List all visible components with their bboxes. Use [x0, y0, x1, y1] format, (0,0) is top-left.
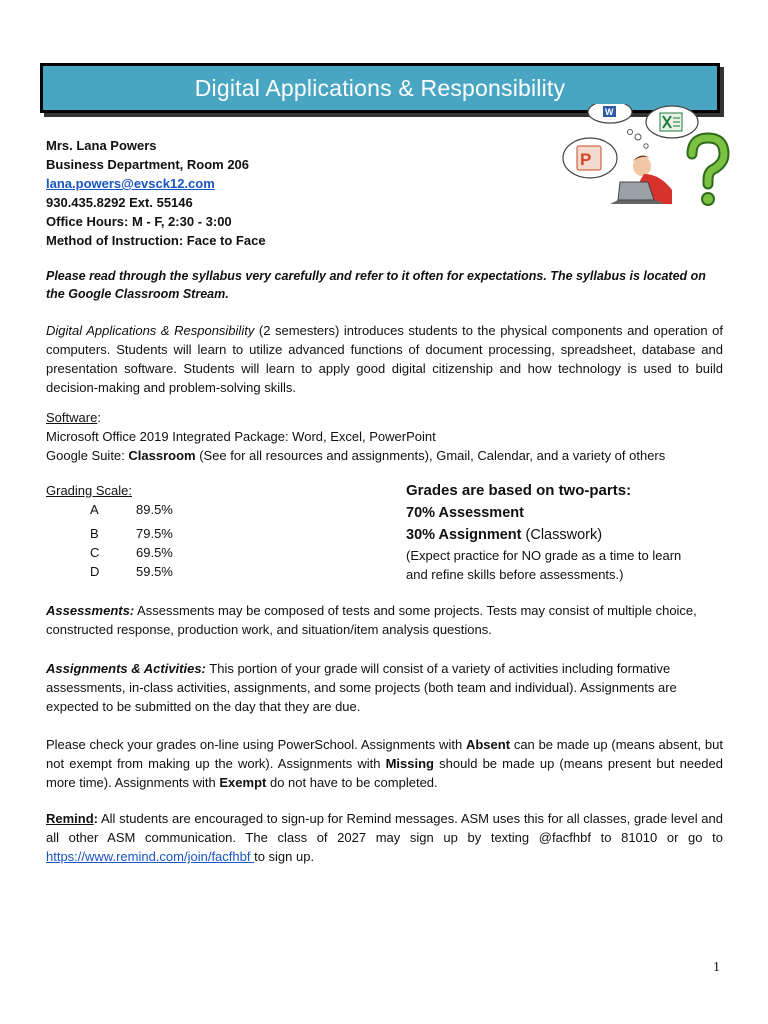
course-name: Digital Applications & Responsibility — [46, 323, 255, 338]
instruction-method: Method of Instruction: Face to Face — [46, 233, 266, 248]
powerpoint-icon — [563, 138, 617, 178]
page-title: Digital Applications & Responsibility — [194, 74, 566, 101]
remind-section: Remind: All students are encouraged to sign-up for Remind messages. ASM uses this for all classes, grade level and all other ASM communication. The class of 2027 may sign up by texting @facfhbf to 81010 or go to https://www.remind.com/join/facfhbf to sign up. — [46, 811, 723, 864]
intro-note: Please read through the syllabus very carefully and refer to it often for expectations. The syllabus is located on the Google Classroom Stream. — [46, 269, 706, 301]
practice-note: (Expect practice for NO grade as a time to learn — [406, 548, 682, 563]
teacher-name: Mrs. Lana Powers — [46, 138, 157, 153]
computer-clipart — [560, 104, 736, 208]
activities-section: Assignments & Activities: This portion of your grade will consist of a variety of activities including formative assessments, in-class activities, assignments, and some projects (both team and individual). Assignments are expected to be submitted on the day that they are due. — [46, 661, 677, 714]
grade-row: A 89.5% — [90, 502, 173, 517]
svg-text:W: W — [605, 107, 614, 117]
assessments-label: Assessments: — [46, 603, 135, 618]
email-link[interactable]: lana.powers@evsck12.com — [46, 176, 215, 191]
assessments-section: Assessments: Assessments may be composed of tests and some projects. Tests may consist of multiple choice, constructed response, production work, and situation/item analysis questions. — [46, 603, 697, 637]
software-heading: Software — [46, 410, 98, 425]
activities-label: Assignments & Activities: — [46, 661, 206, 676]
software-line-google: Google Suite: Classroom (See for all resources and assignments), Gmail, Calendar, and a variety of others — [46, 448, 666, 463]
remind-label: Remind — [46, 811, 94, 826]
grade-check-section: Please check your grades on-line using PowerSchool. Assignments with Absent can be made up (means absent, but not exempt from making up the work). Assignments with Missing should be made up (means present but needed more time). Assignments with Exempt do not have to be completed. — [46, 737, 724, 790]
grade-row: C 69.5% — [90, 545, 173, 560]
software-line-office: Microsoft Office 2019 Integrated Package: Word, Excel, PowerPoint — [46, 429, 436, 444]
page-number: 1 — [713, 960, 720, 975]
practice-note: and refine skills before assessments.) — [406, 567, 624, 582]
remind-link[interactable]: https://www.remind.com/join/facfhbf — [46, 849, 255, 864]
svg-text:P: P — [580, 150, 592, 169]
software-section: Software: Microsoft Office 2019 Integrated Package: Word, Excel, PowerPoint Google Suite: Classroom (See for all resources and assignments), Gmail, Calendar, and a variety of others — [46, 408, 723, 465]
grade-parts-heading: Grades are based on two-parts: — [406, 482, 632, 499]
description-body: (2 semesters) introduces students to the physical components and operation of computers. Students will learn to utilize advanced functions of document processing, spreadsheet, database and presentation software. Students will learn to apply good digital citizenship and how technology is used to build decision-making and problem-solving skills. — [46, 323, 723, 395]
word-icon — [588, 104, 632, 123]
course-description — [46, 321, 723, 397]
grade-parts — [406, 480, 726, 584]
assignment-weight: 30% Assignment (Classwork) — [406, 527, 603, 543]
phone: 930.435.8292 Ext. 55146 — [46, 195, 193, 210]
teacher-contact — [46, 136, 266, 250]
grade-row: B 79.5% — [90, 526, 173, 541]
student-at-laptop-icon — [610, 155, 672, 204]
grading-heading: Grading Scale: — [46, 483, 133, 498]
assessment-weight: 70% Assessment — [406, 505, 524, 521]
department: Business Department, Room 206 — [46, 157, 250, 172]
office-hours: Office Hours: M - F, 2:30 - 3:00 — [46, 214, 232, 229]
question-mark-icon — [692, 138, 724, 205]
grade-row: D 59.5% — [90, 564, 173, 579]
excel-icon — [646, 106, 698, 138]
